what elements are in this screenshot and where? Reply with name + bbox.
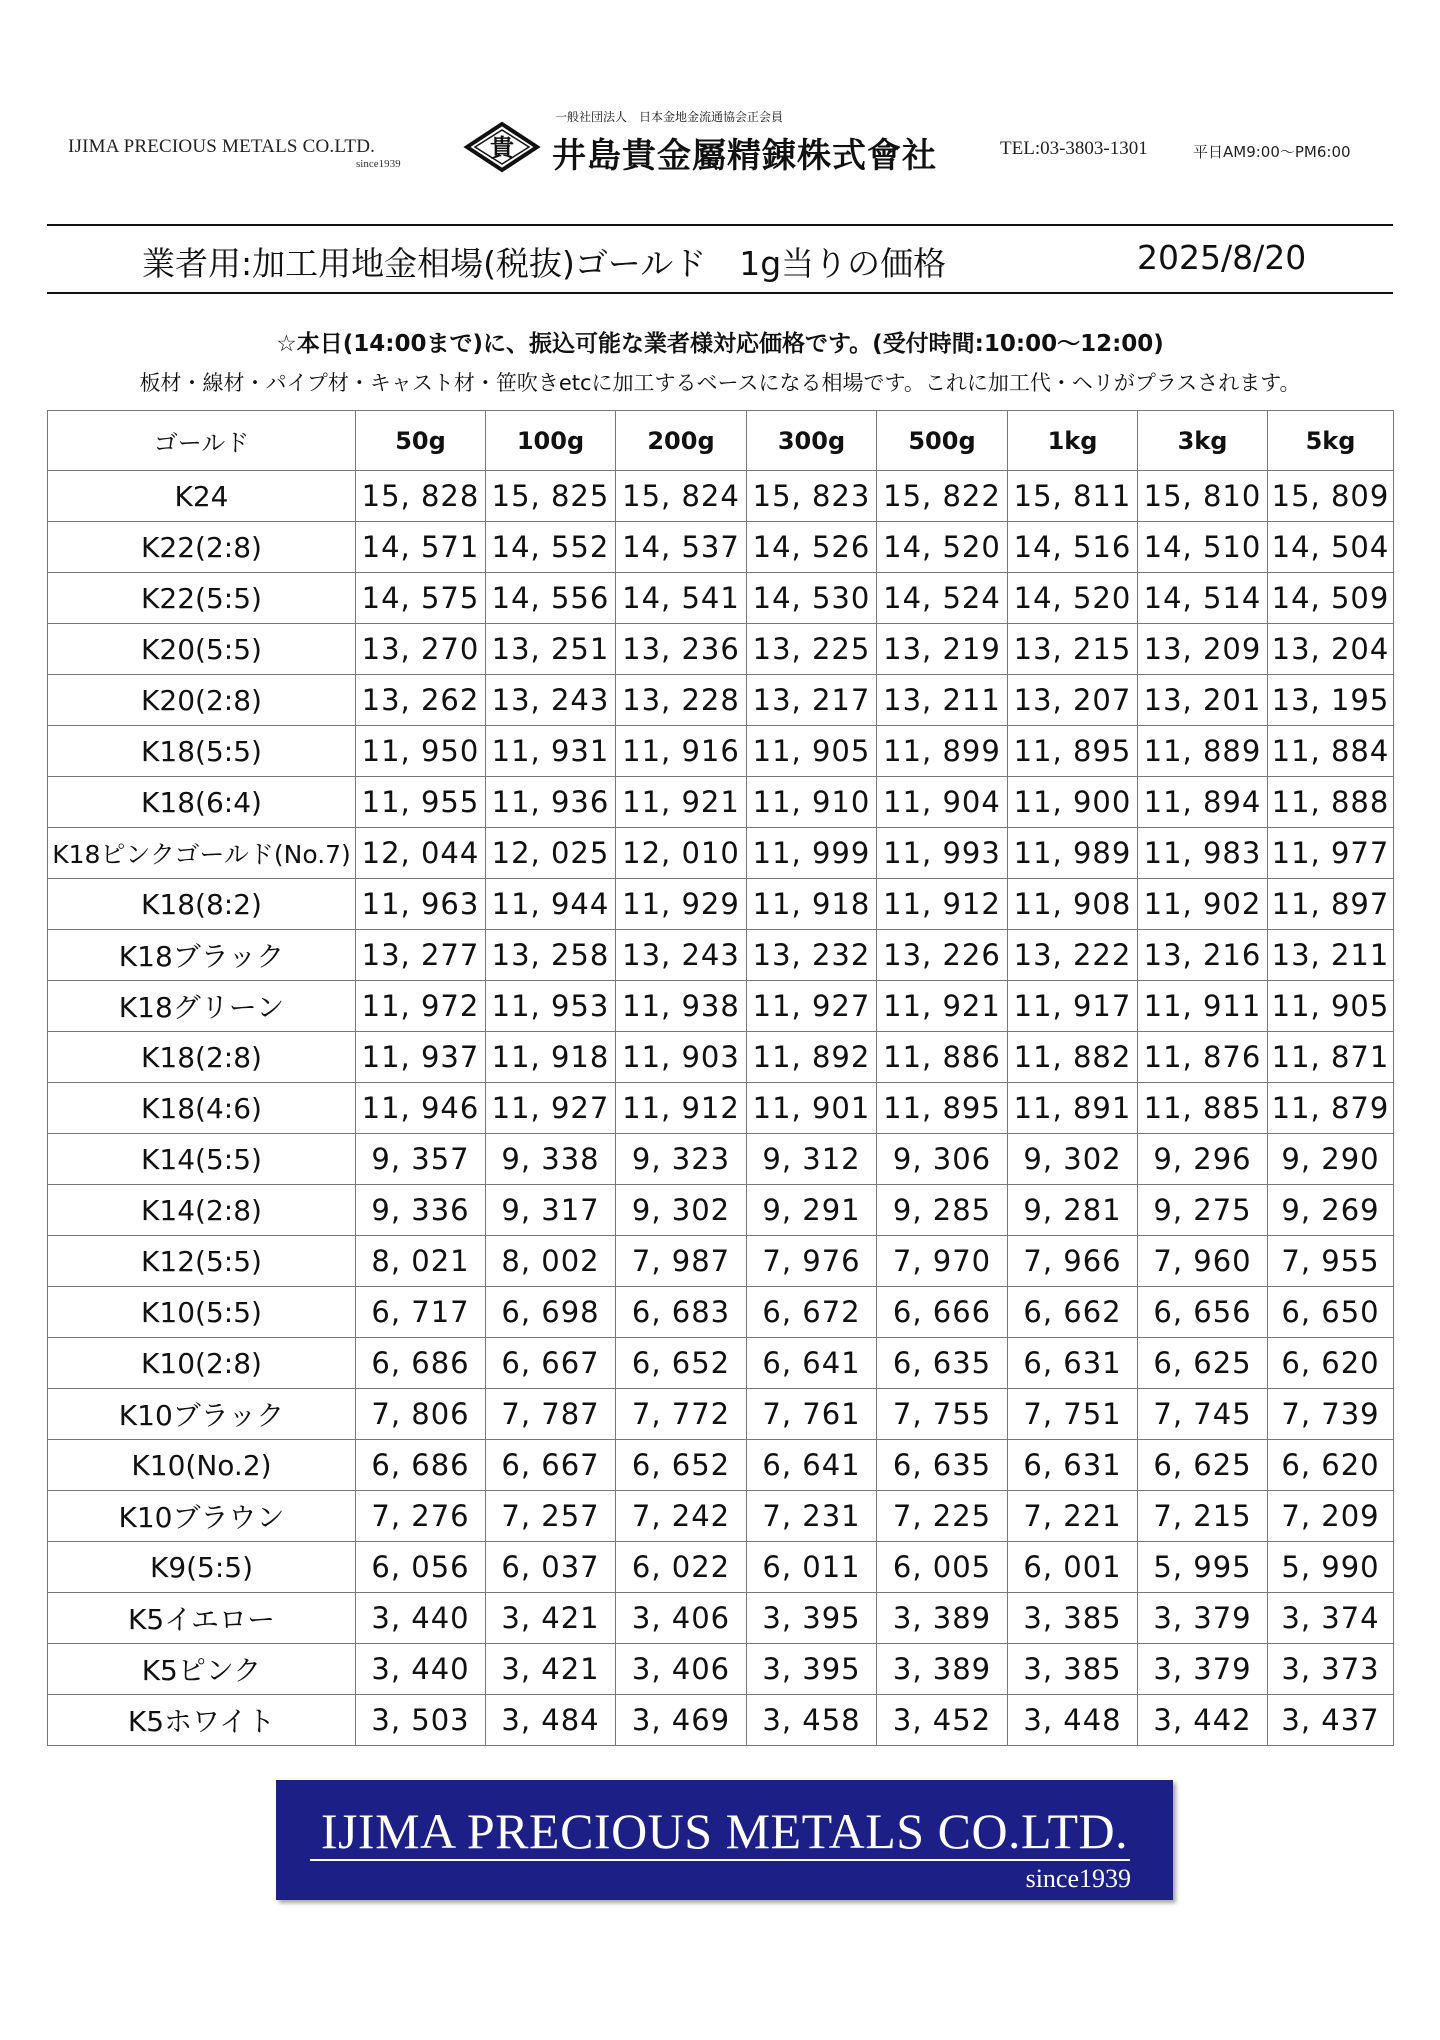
price-cell: 11, 946 <box>356 1083 486 1134</box>
price-cell: 14, 520 <box>1008 573 1138 624</box>
price-cell: 3, 406 <box>616 1644 747 1695</box>
table-row <box>48 828 1394 879</box>
alloy-name-cell: K22(5:5) <box>48 573 356 624</box>
price-cell: 7, 787 <box>486 1389 616 1440</box>
price-cell: 14, 504 <box>1268 522 1394 573</box>
price-cell: 11, 993 <box>877 828 1008 879</box>
price-cell: 7, 987 <box>616 1236 747 1287</box>
price-cell: 7, 221 <box>1008 1491 1138 1542</box>
price-cell: 6, 022 <box>616 1542 747 1593</box>
price-cell: 11, 895 <box>1008 726 1138 777</box>
price-cell: 15, 823 <box>747 471 877 522</box>
price-cell: 3, 452 <box>877 1695 1008 1746</box>
price-cell: 3, 385 <box>1008 1644 1138 1695</box>
alloy-name-cell: K14(5:5) <box>48 1134 356 1185</box>
price-cell: 3, 389 <box>877 1593 1008 1644</box>
alloy-name-cell: K10(5:5) <box>48 1287 356 1338</box>
price-cell: 3, 469 <box>616 1695 747 1746</box>
price-cell: 9, 312 <box>747 1134 877 1185</box>
price-cell: 7, 772 <box>616 1389 747 1440</box>
table-row <box>48 981 1394 1032</box>
price-cell: 3, 503 <box>356 1695 486 1746</box>
table-row <box>48 522 1394 573</box>
price-cell: 14, 556 <box>486 573 616 624</box>
price-cell: 9, 269 <box>1268 1185 1394 1236</box>
price-cell: 3, 437 <box>1268 1695 1394 1746</box>
table-row <box>48 1338 1394 1389</box>
price-cell: 6, 652 <box>616 1338 747 1389</box>
price-cell: 3, 484 <box>486 1695 616 1746</box>
price-cell: 13, 201 <box>1138 675 1268 726</box>
price-cell: 7, 242 <box>616 1491 747 1542</box>
price-cell: 14, 520 <box>877 522 1008 573</box>
column-header: ゴールド <box>48 411 356 471</box>
table-row <box>48 1032 1394 1083</box>
price-cell: 9, 281 <box>1008 1185 1138 1236</box>
price-cell: 13, 236 <box>616 624 747 675</box>
english-company-since: since1939 <box>356 158 401 170</box>
price-cell: 7, 976 <box>747 1236 877 1287</box>
price-cell: 15, 809 <box>1268 471 1394 522</box>
alloy-name-cell: K10ブラウン <box>48 1491 356 1542</box>
alloy-name-cell: K24 <box>48 471 356 522</box>
price-cell: 11, 918 <box>747 879 877 930</box>
price-cell: 6, 717 <box>356 1287 486 1338</box>
company-logo-icon <box>463 120 541 174</box>
price-cell: 6, 667 <box>486 1338 616 1389</box>
table-row <box>48 1185 1394 1236</box>
column-header: 100g <box>486 411 616 471</box>
price-cell: 7, 761 <box>747 1389 877 1440</box>
price-cell: 13, 270 <box>356 624 486 675</box>
price-cell: 11, 931 <box>486 726 616 777</box>
price-cell: 6, 641 <box>747 1338 877 1389</box>
price-cell: 3, 389 <box>877 1644 1008 1695</box>
price-cell: 6, 625 <box>1138 1440 1268 1491</box>
price-cell: 11, 905 <box>747 726 877 777</box>
price-cell: 5, 990 <box>1268 1542 1394 1593</box>
price-cell: 11, 927 <box>747 981 877 1032</box>
price-cell: 11, 972 <box>356 981 486 1032</box>
price-cell: 6, 666 <box>877 1287 1008 1338</box>
price-cell: 9, 323 <box>616 1134 747 1185</box>
alloy-name-cell: K10(2:8) <box>48 1338 356 1389</box>
price-cell: 11, 910 <box>747 777 877 828</box>
price-cell: 6, 011 <box>747 1542 877 1593</box>
alloy-name-cell: K18(6:4) <box>48 777 356 828</box>
price-cell: 11, 912 <box>877 879 1008 930</box>
price-cell: 9, 302 <box>1008 1134 1138 1185</box>
price-cell: 6, 056 <box>356 1542 486 1593</box>
price-cell: 13, 216 <box>1138 930 1268 981</box>
price-cell: 7, 970 <box>877 1236 1008 1287</box>
price-cell: 9, 306 <box>877 1134 1008 1185</box>
price-cell: 7, 257 <box>486 1491 616 1542</box>
price-cell: 13, 211 <box>1268 930 1394 981</box>
price-cell: 5, 995 <box>1138 1542 1268 1593</box>
alloy-name-cell: K18ブラック <box>48 930 356 981</box>
price-cell: 13, 195 <box>1268 675 1394 726</box>
price-cell: 7, 755 <box>877 1389 1008 1440</box>
price-cell: 9, 291 <box>747 1185 877 1236</box>
price-cell: 3, 406 <box>616 1593 747 1644</box>
price-cell: 9, 285 <box>877 1185 1008 1236</box>
price-cell: 7, 215 <box>1138 1491 1268 1542</box>
table-row <box>48 777 1394 828</box>
telephone-number: TEL:03-3803-1301 <box>1000 138 1148 159</box>
price-cell: 14, 541 <box>616 573 747 624</box>
column-header: 500g <box>877 411 1008 471</box>
table-row <box>48 1695 1394 1746</box>
price-cell: 3, 421 <box>486 1644 616 1695</box>
table-row <box>48 726 1394 777</box>
price-cell: 11, 897 <box>1268 879 1394 930</box>
title-bar <box>47 224 1393 294</box>
price-cell: 11, 903 <box>616 1032 747 1083</box>
price-cell: 6, 625 <box>1138 1338 1268 1389</box>
price-cell: 11, 917 <box>1008 981 1138 1032</box>
japanese-company-name: 井島貴金屬精錬株式會社 <box>552 136 937 176</box>
price-cell: 9, 338 <box>486 1134 616 1185</box>
alloy-name-cell: K18(8:2) <box>48 879 356 930</box>
price-cell: 14, 552 <box>486 522 616 573</box>
price-cell: 13, 219 <box>877 624 1008 675</box>
price-cell: 6, 641 <box>747 1440 877 1491</box>
table-header-row <box>48 411 1394 471</box>
price-cell: 6, 686 <box>356 1440 486 1491</box>
price-cell: 11, 899 <box>877 726 1008 777</box>
price-cell: 11, 950 <box>356 726 486 777</box>
alloy-name-cell: K20(2:8) <box>48 675 356 726</box>
price-cell: 7, 225 <box>877 1491 1008 1542</box>
footer-banner <box>276 1780 1173 1900</box>
price-cell: 7, 960 <box>1138 1236 1268 1287</box>
price-cell: 3, 379 <box>1138 1644 1268 1695</box>
price-cell: 15, 810 <box>1138 471 1268 522</box>
price-cell: 11, 989 <box>1008 828 1138 879</box>
price-cell: 6, 005 <box>877 1542 1008 1593</box>
notice-deadline: ☆本日(14:00まで)に、振込可能な業者様対応価格です。(受付時間:10:00～12:00) <box>276 331 1164 357</box>
price-cell: 11, 999 <box>747 828 877 879</box>
english-company-name: IJIMA PRECIOUS METALS CO.LTD. <box>68 136 376 157</box>
price-cell: 11, 886 <box>877 1032 1008 1083</box>
price-cell: 7, 276 <box>356 1491 486 1542</box>
table-row <box>48 1593 1394 1644</box>
price-cell: 14, 524 <box>877 573 1008 624</box>
price-cell: 11, 871 <box>1268 1032 1394 1083</box>
price-cell: 8, 021 <box>356 1236 486 1287</box>
page-title: 業者用:加工用地金相場(税抜)ゴールド 1g当りの価格 <box>142 244 947 283</box>
price-cell: 13, 204 <box>1268 624 1394 675</box>
price-cell: 11, 938 <box>616 981 747 1032</box>
price-cell: 11, 894 <box>1138 777 1268 828</box>
alloy-name-cell: K10(No.2) <box>48 1440 356 1491</box>
alloy-name-cell: K18(2:8) <box>48 1032 356 1083</box>
price-date: 2025/8/20 <box>1137 238 1307 277</box>
table-row <box>48 1389 1394 1440</box>
table-row <box>48 1491 1394 1542</box>
price-cell: 11, 911 <box>1138 981 1268 1032</box>
price-cell: 13, 217 <box>747 675 877 726</box>
price-cell: 13, 258 <box>486 930 616 981</box>
price-cell: 9, 290 <box>1268 1134 1394 1185</box>
price-cell: 14, 537 <box>616 522 747 573</box>
price-cell: 11, 885 <box>1138 1083 1268 1134</box>
price-cell: 6, 620 <box>1268 1338 1394 1389</box>
price-cell: 11, 889 <box>1138 726 1268 777</box>
price-cell: 11, 916 <box>616 726 747 777</box>
price-cell: 9, 275 <box>1138 1185 1268 1236</box>
table-row <box>48 1644 1394 1695</box>
price-cell: 6, 635 <box>877 1440 1008 1491</box>
price-cell: 11, 983 <box>1138 828 1268 879</box>
price-cell: 15, 828 <box>356 471 486 522</box>
price-cell: 13, 225 <box>747 624 877 675</box>
alloy-name-cell: K12(5:5) <box>48 1236 356 1287</box>
price-cell: 12, 025 <box>486 828 616 879</box>
price-cell: 11, 902 <box>1138 879 1268 930</box>
price-cell: 7, 739 <box>1268 1389 1394 1440</box>
price-cell: 11, 908 <box>1008 879 1138 930</box>
table-row <box>48 573 1394 624</box>
price-cell: 11, 904 <box>877 777 1008 828</box>
price-cell: 3, 440 <box>356 1593 486 1644</box>
price-cell: 13, 215 <box>1008 624 1138 675</box>
price-cell: 3, 458 <box>747 1695 877 1746</box>
price-cell: 11, 891 <box>1008 1083 1138 1134</box>
price-cell: 11, 905 <box>1268 981 1394 1032</box>
alloy-name-cell: K22(2:8) <box>48 522 356 573</box>
price-cell: 7, 966 <box>1008 1236 1138 1287</box>
price-cell: 11, 888 <box>1268 777 1394 828</box>
column-header: 5kg <box>1268 411 1394 471</box>
price-cell: 11, 977 <box>1268 828 1394 879</box>
price-cell: 15, 825 <box>486 471 616 522</box>
price-cell: 8, 002 <box>486 1236 616 1287</box>
price-cell: 9, 302 <box>616 1185 747 1236</box>
price-cell: 13, 262 <box>356 675 486 726</box>
price-cell: 7, 806 <box>356 1389 486 1440</box>
price-cell: 6, 631 <box>1008 1338 1138 1389</box>
price-cell: 3, 379 <box>1138 1593 1268 1644</box>
table-row <box>48 1287 1394 1338</box>
price-cell: 11, 936 <box>486 777 616 828</box>
table-row <box>48 1542 1394 1593</box>
price-cell: 14, 526 <box>747 522 877 573</box>
price-cell: 6, 635 <box>877 1338 1008 1389</box>
price-cell: 14, 509 <box>1268 573 1394 624</box>
price-cell: 11, 921 <box>877 981 1008 1032</box>
column-header: 1kg <box>1008 411 1138 471</box>
table-row <box>48 471 1394 522</box>
price-cell: 3, 373 <box>1268 1644 1394 1695</box>
notice-description: 板材・線材・パイプ材・キャスト材・笹吹きetcに加工するベースになる相場です。これに加工代・ヘリがプラスされます。 <box>139 371 1301 395</box>
price-cell: 11, 937 <box>356 1032 486 1083</box>
table-row <box>48 1134 1394 1185</box>
price-cell: 12, 044 <box>356 828 486 879</box>
alloy-name-cell: K5ホワイト <box>48 1695 356 1746</box>
table-row <box>48 879 1394 930</box>
alloy-name-cell: K20(5:5) <box>48 624 356 675</box>
alloy-name-cell: K5ピンク <box>48 1644 356 1695</box>
price-cell: 14, 510 <box>1138 522 1268 573</box>
price-cell: 12, 010 <box>616 828 747 879</box>
alloy-name-cell: K18ピンクゴールド(No.7) <box>48 828 356 879</box>
price-cell: 3, 395 <box>747 1644 877 1695</box>
table-row <box>48 930 1394 981</box>
price-cell: 6, 652 <box>616 1440 747 1491</box>
price-cell: 3, 374 <box>1268 1593 1394 1644</box>
price-cell: 6, 667 <box>486 1440 616 1491</box>
price-cell: 13, 209 <box>1138 624 1268 675</box>
price-cell: 11, 927 <box>486 1083 616 1134</box>
price-cell: 13, 228 <box>616 675 747 726</box>
price-cell: 6, 686 <box>356 1338 486 1389</box>
table-row <box>48 624 1394 675</box>
price-cell: 3, 448 <box>1008 1695 1138 1746</box>
price-cell: 13, 277 <box>356 930 486 981</box>
price-cell: 14, 514 <box>1138 573 1268 624</box>
price-cell: 3, 385 <box>1008 1593 1138 1644</box>
price-cell: 11, 929 <box>616 879 747 930</box>
price-cell: 6, 672 <box>747 1287 877 1338</box>
column-header: 3kg <box>1138 411 1268 471</box>
price-cell: 6, 620 <box>1268 1440 1394 1491</box>
price-cell: 3, 421 <box>486 1593 616 1644</box>
price-cell: 13, 226 <box>877 930 1008 981</box>
price-cell: 15, 811 <box>1008 471 1138 522</box>
association-membership: 一般社団法人 日本金地金流通協会正会員 <box>555 110 784 124</box>
price-cell: 6, 631 <box>1008 1440 1138 1491</box>
price-cell: 13, 243 <box>486 675 616 726</box>
alloy-name-cell: K10ブラック <box>48 1389 356 1440</box>
table-row <box>48 1440 1394 1491</box>
price-cell: 13, 211 <box>877 675 1008 726</box>
page-header <box>0 100 1440 190</box>
price-cell: 3, 442 <box>1138 1695 1268 1746</box>
business-hours: 平日AM9:00〜PM6:00 <box>1193 143 1351 161</box>
price-cell: 13, 232 <box>747 930 877 981</box>
price-cell: 6, 656 <box>1138 1287 1268 1338</box>
table-row <box>48 675 1394 726</box>
column-header: 50g <box>356 411 486 471</box>
price-cell: 7, 955 <box>1268 1236 1394 1287</box>
banner-underline <box>310 1859 1130 1861</box>
table-row <box>48 1236 1394 1287</box>
price-cell: 6, 037 <box>486 1542 616 1593</box>
price-cell: 14, 571 <box>356 522 486 573</box>
price-cell: 13, 222 <box>1008 930 1138 981</box>
price-cell: 6, 001 <box>1008 1542 1138 1593</box>
price-cell: 11, 953 <box>486 981 616 1032</box>
price-cell: 7, 231 <box>747 1491 877 1542</box>
price-cell: 7, 751 <box>1008 1389 1138 1440</box>
price-cell: 9, 336 <box>356 1185 486 1236</box>
price-cell: 14, 516 <box>1008 522 1138 573</box>
alloy-name-cell: K9(5:5) <box>48 1542 356 1593</box>
price-cell: 11, 876 <box>1138 1032 1268 1083</box>
price-cell: 11, 918 <box>486 1032 616 1083</box>
price-cell: 15, 824 <box>616 471 747 522</box>
column-header: 200g <box>616 411 747 471</box>
price-cell: 6, 650 <box>1268 1287 1394 1338</box>
price-cell: 11, 882 <box>1008 1032 1138 1083</box>
price-cell: 15, 822 <box>877 471 1008 522</box>
price-cell: 9, 296 <box>1138 1134 1268 1185</box>
price-cell: 11, 955 <box>356 777 486 828</box>
column-header: 300g <box>747 411 877 471</box>
price-cell: 14, 575 <box>356 573 486 624</box>
price-cell: 9, 357 <box>356 1134 486 1185</box>
price-cell: 11, 901 <box>747 1083 877 1134</box>
price-cell: 13, 243 <box>616 930 747 981</box>
price-cell: 11, 879 <box>1268 1083 1394 1134</box>
price-cell: 3, 395 <box>747 1593 877 1644</box>
price-cell: 13, 251 <box>486 624 616 675</box>
table-row <box>48 1083 1394 1134</box>
price-cell: 11, 895 <box>877 1083 1008 1134</box>
price-cell: 11, 963 <box>356 879 486 930</box>
price-cell: 11, 892 <box>747 1032 877 1083</box>
price-cell: 11, 900 <box>1008 777 1138 828</box>
price-cell: 14, 530 <box>747 573 877 624</box>
table-body <box>48 471 1394 1746</box>
alloy-name-cell: K5イエロー <box>48 1593 356 1644</box>
alloy-name-cell: K18グリーン <box>48 981 356 1032</box>
price-cell: 6, 683 <box>616 1287 747 1338</box>
price-cell: 6, 698 <box>486 1287 616 1338</box>
price-cell: 6, 662 <box>1008 1287 1138 1338</box>
price-cell: 13, 207 <box>1008 675 1138 726</box>
price-cell: 9, 317 <box>486 1185 616 1236</box>
price-cell: 11, 921 <box>616 777 747 828</box>
alloy-name-cell: K18(5:5) <box>48 726 356 777</box>
price-cell: 11, 912 <box>616 1083 747 1134</box>
alloy-name-cell: K18(4:6) <box>48 1083 356 1134</box>
banner-company-name: IJIMA PRECIOUS METALS CO.LTD. <box>320 1803 1129 1859</box>
alloy-name-cell: K14(2:8) <box>48 1185 356 1236</box>
price-cell: 11, 944 <box>486 879 616 930</box>
price-cell: 7, 209 <box>1268 1491 1394 1542</box>
price-cell: 3, 440 <box>356 1644 486 1695</box>
logo-character: 貴 <box>490 134 514 162</box>
price-cell: 11, 884 <box>1268 726 1394 777</box>
price-cell: 7, 745 <box>1138 1389 1268 1440</box>
gold-price-table <box>47 410 1394 1746</box>
banner-since: since1939 <box>1025 1864 1131 1893</box>
